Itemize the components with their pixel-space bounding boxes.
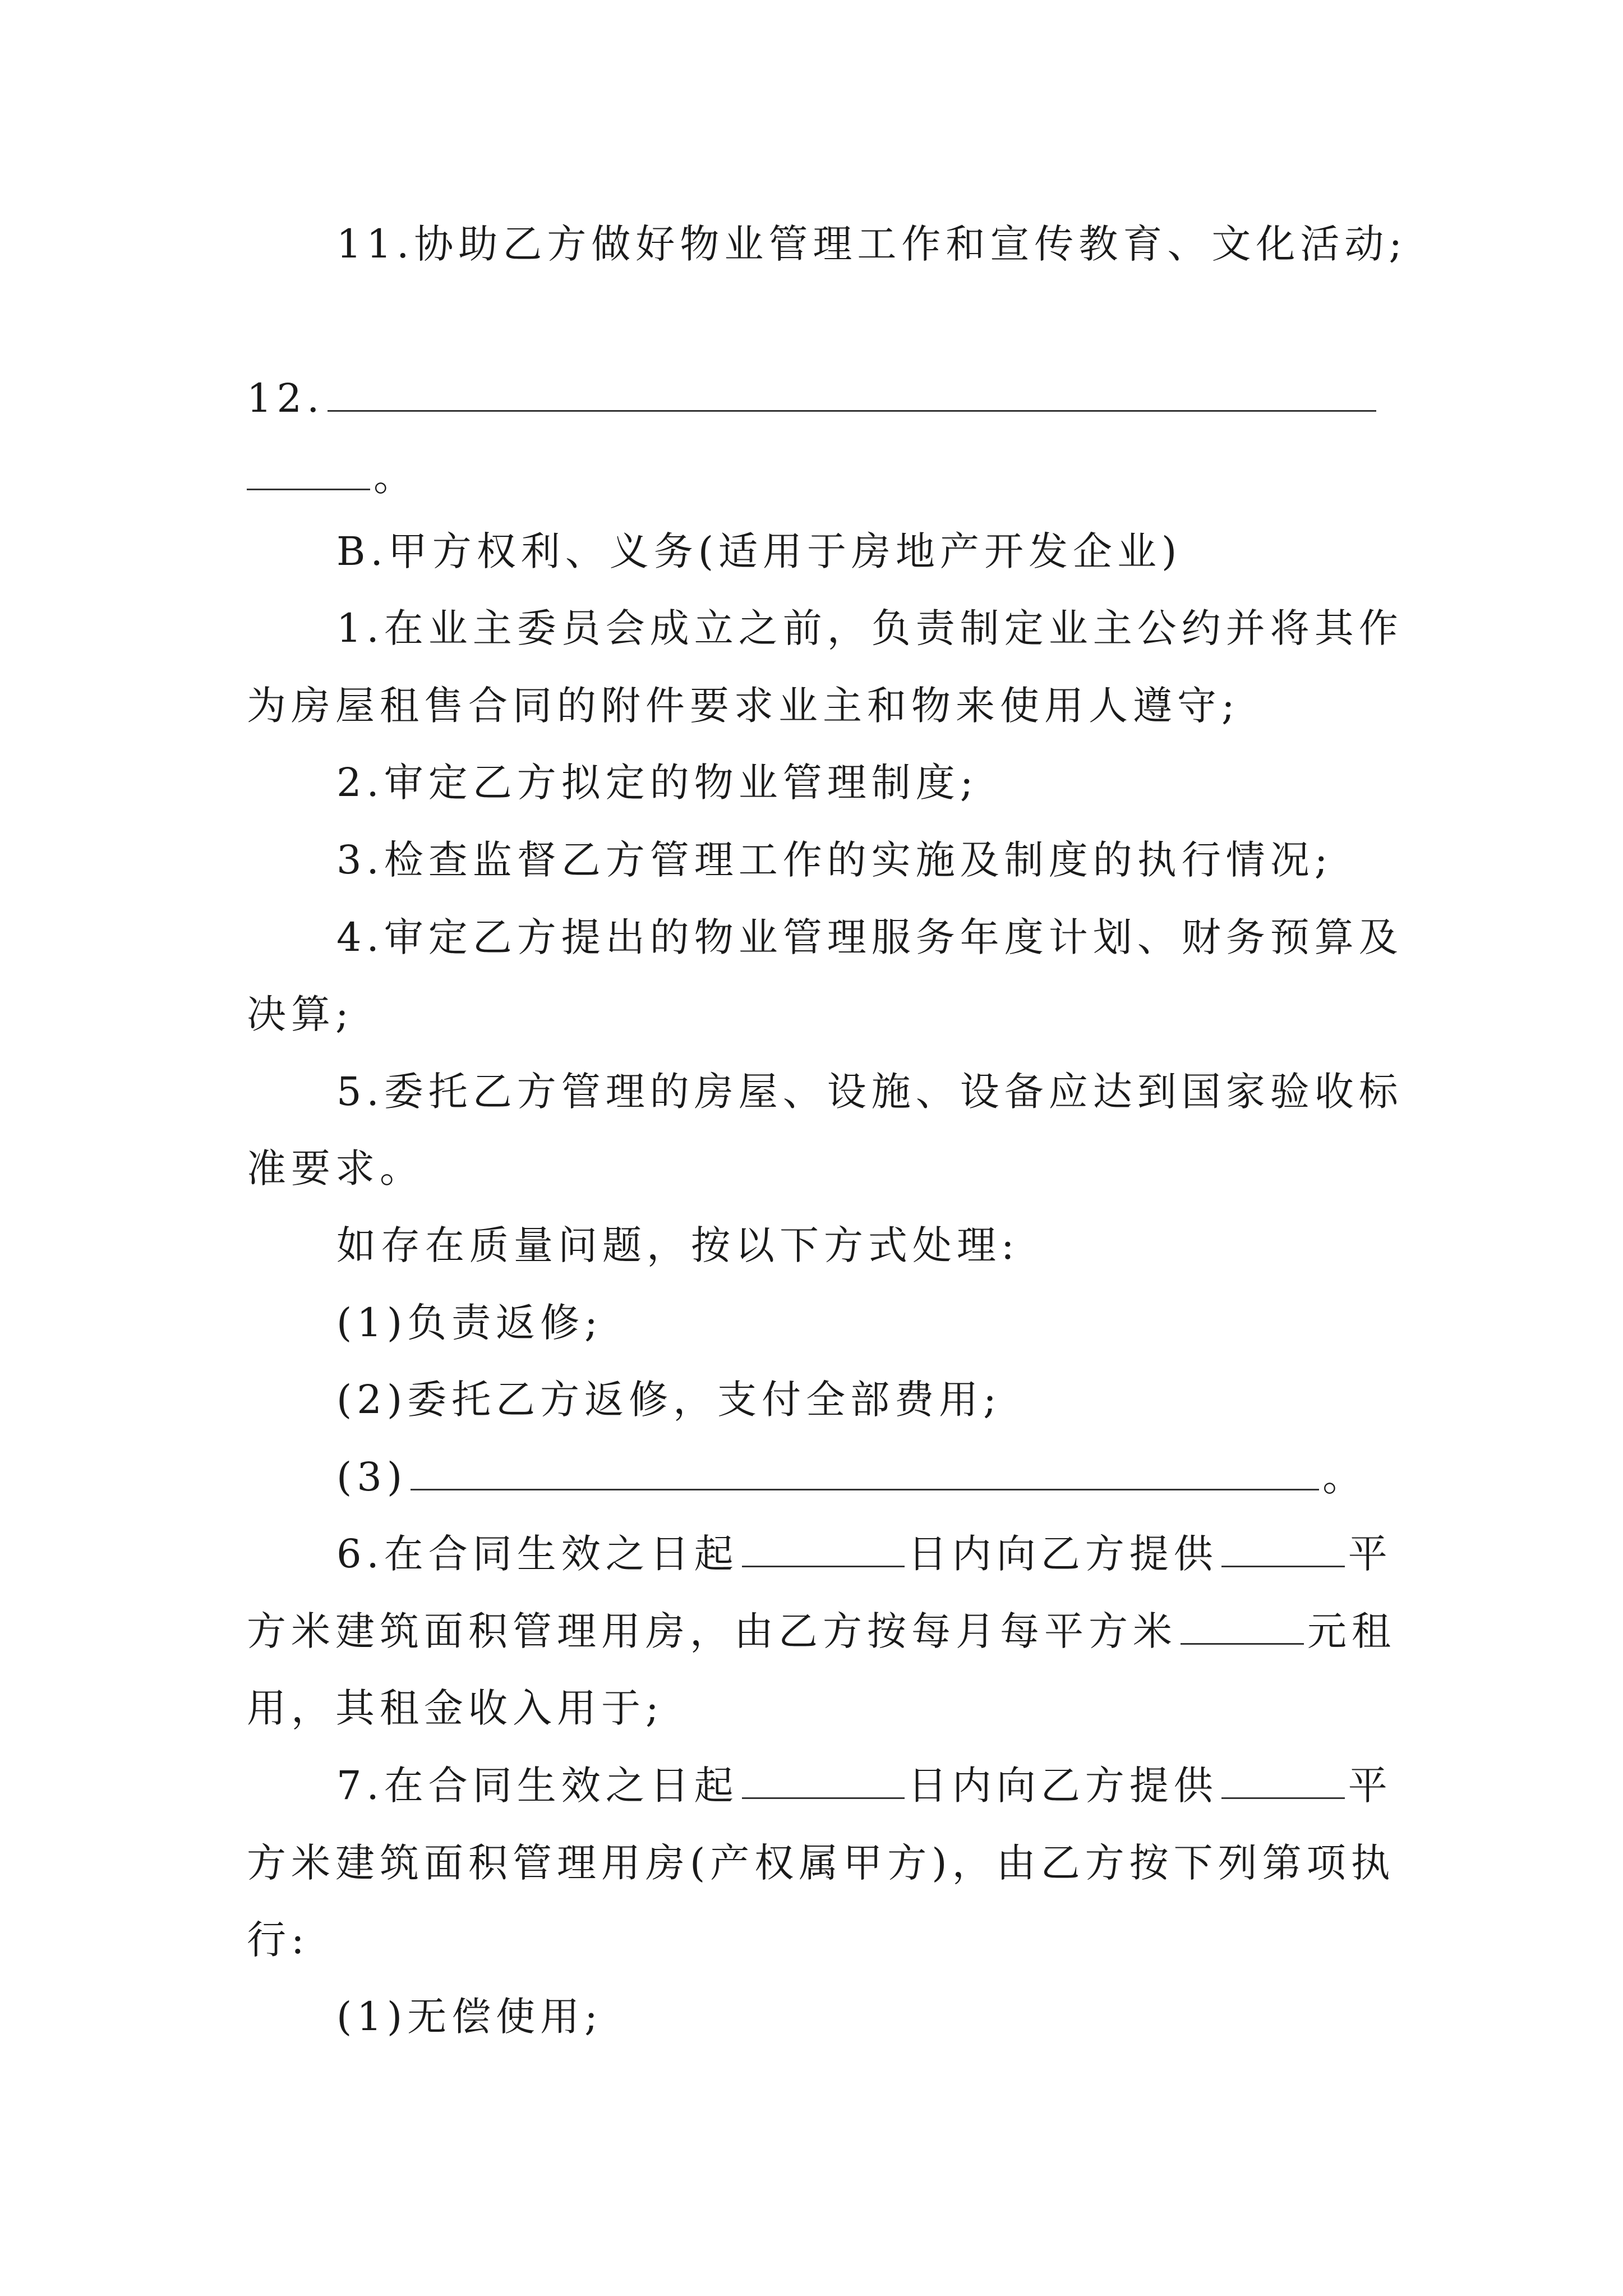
paragraph-line: 3.检查监督乙方管理工作的实施及制度的执行情况; bbox=[336, 837, 1333, 883]
paragraph-line: 7.在合同生效之日起 日内向乙方提供 平 bbox=[336, 1763, 1393, 1809]
fill-in-blank bbox=[411, 1455, 1319, 1490]
paragraph-line: (1)负责返修; bbox=[336, 1300, 603, 1346]
paragraph-line: 4.审定乙方提出的物业管理服务年度计划、财务预算及 bbox=[336, 914, 1403, 960]
fill-in-blank bbox=[742, 1764, 905, 1799]
paragraph-line: 12. bbox=[247, 373, 1385, 424]
paragraph-line: 用，其租金收入用于; bbox=[247, 1685, 664, 1731]
paragraph-line: 。 bbox=[247, 452, 1385, 502]
paragraph-line: 1.在业主委员会成立之前，负责制定业主公约并将其作 bbox=[336, 605, 1403, 651]
paragraph-line: 为房屋租售合同的附件要求业主和物来使用人遵守; bbox=[247, 683, 1240, 729]
paragraph-line: 行: bbox=[247, 1917, 310, 1963]
section-heading: B.甲方权利、义务(适用于房地产开发企业) bbox=[336, 528, 1182, 574]
paragraph-line: (2)委托乙方返修，支付全部费用; bbox=[336, 1377, 1002, 1423]
paragraph-line: 准要求。 bbox=[247, 1145, 424, 1191]
paragraph-line: 6.在合同生效之日起 日内向乙方提供 平 bbox=[336, 1531, 1393, 1577]
paragraph-line: 如存在质量问题，按以下方式处理: bbox=[336, 1222, 1020, 1268]
paragraph-line: 方米建筑面积管理用房(产权属甲方)，由乙方按下列第项执 bbox=[247, 1840, 1395, 1886]
paragraph-line: (3) 。 bbox=[336, 1454, 1367, 1500]
fill-in-blank bbox=[247, 455, 370, 490]
paragraph-line: 2.审定乙方拟定的物业管理制度; bbox=[336, 760, 979, 806]
paragraph-line: 5.委托乙方管理的房屋、设施、设备应达到国家验收标 bbox=[336, 1069, 1403, 1115]
paragraph-line: 决算; bbox=[247, 991, 354, 1037]
paragraph-line: 方米建筑面积管理用房，由乙方按每月每平方米 元租 bbox=[247, 1608, 1396, 1654]
fill-in-blank bbox=[328, 376, 1376, 412]
fill-in-blank bbox=[742, 1532, 905, 1567]
fill-in-blank bbox=[1181, 1609, 1304, 1645]
fill-in-blank bbox=[1221, 1764, 1345, 1799]
paragraph-line: (1)无偿使用; bbox=[336, 1994, 603, 2040]
fill-in-blank bbox=[1221, 1532, 1345, 1567]
paragraph-line: 11.协助乙方做好物业管理工作和宣传教育、文化活动; bbox=[336, 221, 1407, 267]
